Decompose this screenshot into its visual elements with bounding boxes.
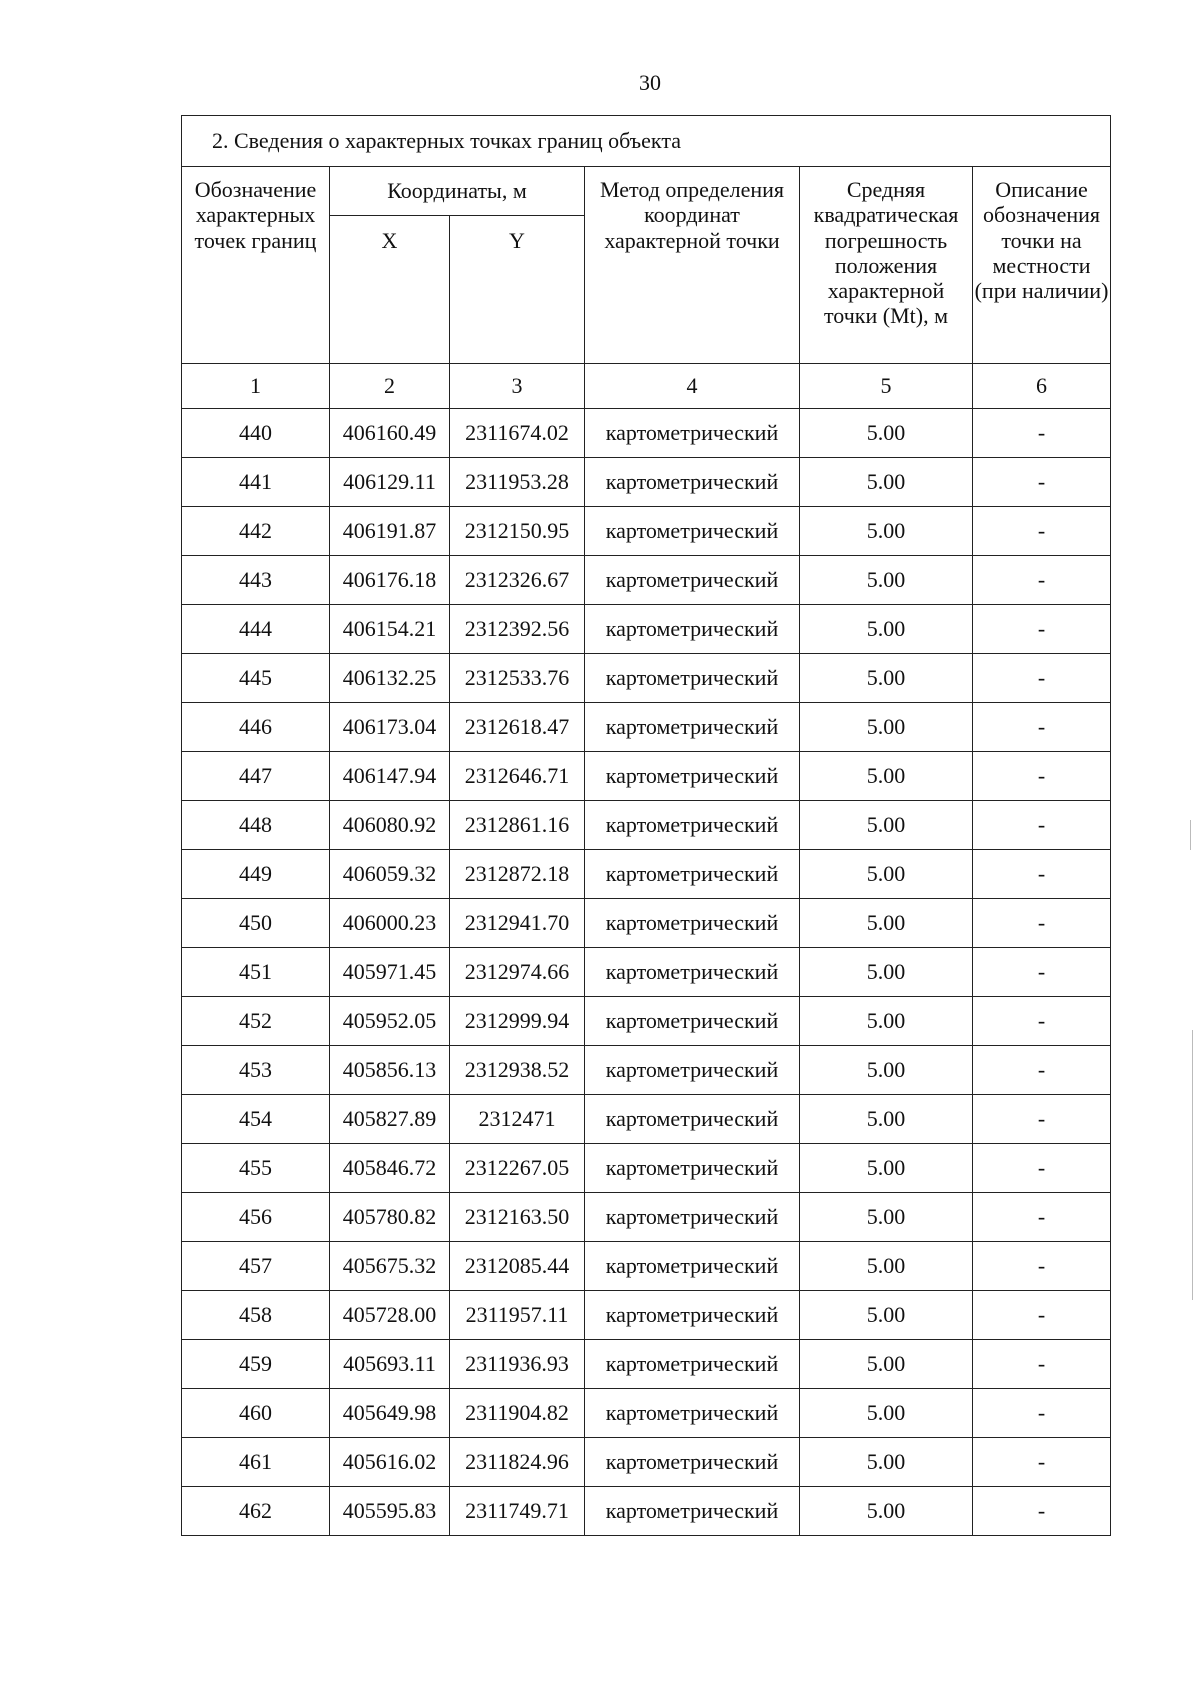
cell-error: 5.00 [800,605,973,654]
cell-point-id: 462 [182,1487,330,1536]
table-row [182,556,1111,605]
scan-mark [1192,1030,1193,1300]
table-row [182,703,1111,752]
cell-y: 2311936.93 [450,1340,585,1389]
cell-x: 405971.45 [330,948,450,997]
cell-error: 5.00 [800,1487,973,1536]
cell-x: 405616.02 [330,1438,450,1487]
cell-point-id: 447 [182,752,330,801]
cell-y: 2311749.71 [450,1487,585,1536]
cell-y: 2312533.76 [450,654,585,703]
cell-point-id: 441 [182,458,330,507]
cell-method: картометрический [585,507,800,556]
page-number: 30 [639,70,661,95]
cell-point-id: 451 [182,948,330,997]
column-number: 1 [182,364,330,409]
table-row [182,1046,1111,1095]
cell-point-id: 455 [182,1144,330,1193]
scan-mark [1190,820,1191,850]
cell-method: картометрический [585,752,800,801]
cell-method: картометрический [585,1389,800,1438]
table-row [182,1095,1111,1144]
cell-y: 2311957.11 [450,1291,585,1340]
cell-method: картометрический [585,801,800,850]
cell-description: - [973,1291,1111,1340]
cell-description: - [973,654,1111,703]
cell-method: картометрический [585,458,800,507]
cell-y: 2312646.71 [450,752,585,801]
cell-description: - [973,1046,1111,1095]
cell-x: 406000.23 [330,899,450,948]
cell-description: - [973,556,1111,605]
column-number-row [182,364,1111,409]
table-row [182,752,1111,801]
table-row [182,409,1111,458]
cell-error: 5.00 [800,1242,973,1291]
cell-error: 5.00 [800,850,973,899]
cell-y: 2312941.70 [450,899,585,948]
cell-description: - [973,850,1111,899]
cell-y: 2312938.52 [450,1046,585,1095]
cell-y: 2312163.50 [450,1193,585,1242]
cell-method: картометрический [585,703,800,752]
table-row [182,1340,1111,1389]
cell-method: картометрический [585,556,800,605]
cell-point-id: 443 [182,556,330,605]
cell-description: - [973,409,1111,458]
cell-error: 5.00 [800,752,973,801]
table-row [182,1389,1111,1438]
header-y: Y [450,216,585,364]
cell-point-id: 457 [182,1242,330,1291]
header-error: Средняя квадратическая погрешность положения характерной точки (Mt), м [800,167,973,364]
cell-error: 5.00 [800,1144,973,1193]
cell-point-id: 448 [182,801,330,850]
cell-y: 2312150.95 [450,507,585,556]
cell-method: картометрический [585,1046,800,1095]
cell-error: 5.00 [800,899,973,948]
cell-point-id: 449 [182,850,330,899]
column-number: 4 [585,364,800,409]
cell-method: картометрический [585,948,800,997]
cell-y: 2312974.66 [450,948,585,997]
cell-point-id: 459 [182,1340,330,1389]
cell-error: 5.00 [800,1095,973,1144]
cell-error: 5.00 [800,654,973,703]
cell-x: 405693.11 [330,1340,450,1389]
cell-point-id: 460 [182,1389,330,1438]
cell-y: 2312085.44 [450,1242,585,1291]
cell-y: 2312267.05 [450,1144,585,1193]
cell-point-id: 440 [182,409,330,458]
table-row [182,801,1111,850]
cell-error: 5.00 [800,1438,973,1487]
cell-y: 2311674.02 [450,409,585,458]
cell-x: 406154.21 [330,605,450,654]
table-row [182,997,1111,1046]
cell-description: - [973,1144,1111,1193]
cell-x: 405827.89 [330,1095,450,1144]
cell-error: 5.00 [800,1389,973,1438]
cell-description: - [973,997,1111,1046]
cell-error: 5.00 [800,1193,973,1242]
cell-error: 5.00 [800,997,973,1046]
cell-x: 405846.72 [330,1144,450,1193]
cell-y: 2311953.28 [450,458,585,507]
cell-description: - [973,507,1111,556]
cell-x: 406132.25 [330,654,450,703]
table-row [182,507,1111,556]
cell-description: - [973,1438,1111,1487]
cell-description: - [973,752,1111,801]
cell-x: 406129.11 [330,458,450,507]
header-designation: Обозначение характерных точек границ [182,167,330,364]
column-number: 6 [973,364,1111,409]
cell-x: 406176.18 [330,556,450,605]
cell-method: картометрический [585,605,800,654]
cell-description: - [973,1193,1111,1242]
cell-error: 5.00 [800,703,973,752]
cell-x: 406160.49 [330,409,450,458]
cell-error: 5.00 [800,458,973,507]
table-row [182,850,1111,899]
table-row [182,654,1111,703]
cell-y: 2311904.82 [450,1389,585,1438]
cell-description: - [973,1340,1111,1389]
cell-x: 405856.13 [330,1046,450,1095]
table-body [182,409,1111,1536]
table-row [182,1193,1111,1242]
header-method: Метод определения координат характерной точки [585,167,800,364]
cell-point-id: 442 [182,507,330,556]
table-row [182,899,1111,948]
cell-error: 5.00 [800,1046,973,1095]
cell-point-id: 461 [182,1438,330,1487]
cell-method: картометрический [585,654,800,703]
cell-y: 2312392.56 [450,605,585,654]
cell-x: 405780.82 [330,1193,450,1242]
table-row [182,1291,1111,1340]
cell-method: картометрический [585,1340,800,1389]
cell-method: картометрический [585,1487,800,1536]
cell-method: картометрический [585,899,800,948]
cell-point-id: 458 [182,1291,330,1340]
cell-y: 2312326.67 [450,556,585,605]
cell-point-id: 454 [182,1095,330,1144]
cell-method: картометрический [585,1095,800,1144]
column-number: 2 [330,364,450,409]
cell-x: 405595.83 [330,1487,450,1536]
table-row [182,1438,1111,1487]
cell-x: 405952.05 [330,997,450,1046]
cell-point-id: 450 [182,899,330,948]
cell-description: - [973,1242,1111,1291]
header-description: Описание обозначения точки на местности (при наличии) [973,167,1111,364]
cell-description: - [973,703,1111,752]
cell-point-id: 453 [182,1046,330,1095]
cell-error: 5.00 [800,1340,973,1389]
cell-y: 2312618.47 [450,703,585,752]
cell-y: 2312999.94 [450,997,585,1046]
cell-y: 2312471 [450,1095,585,1144]
header-coordinates: Координаты, м [330,167,585,216]
cell-description: - [973,948,1111,997]
section-title: 2. Сведения о характерных точках границ объекта [182,116,1111,167]
cell-point-id: 456 [182,1193,330,1242]
cell-y: 2312861.16 [450,801,585,850]
table-row [182,1487,1111,1536]
cell-point-id: 446 [182,703,330,752]
cell-error: 5.00 [800,409,973,458]
cell-error: 5.00 [800,1291,973,1340]
cell-x: 405675.32 [330,1242,450,1291]
cell-method: картометрический [585,997,800,1046]
table-row [182,1242,1111,1291]
cell-method: картометрический [585,1144,800,1193]
boundary-points-table [181,115,1111,1536]
cell-error: 5.00 [800,507,973,556]
cell-method: картометрический [585,1242,800,1291]
cell-description: - [973,899,1111,948]
table-row [182,458,1111,507]
cell-method: картометрический [585,850,800,899]
cell-method: картометрический [585,1438,800,1487]
cell-y: 2311824.96 [450,1438,585,1487]
cell-method: картометрический [585,1291,800,1340]
cell-y: 2312872.18 [450,850,585,899]
cell-error: 5.00 [800,556,973,605]
cell-method: картометрический [585,409,800,458]
cell-description: - [973,605,1111,654]
column-number: 3 [450,364,585,409]
cell-point-id: 452 [182,997,330,1046]
cell-x: 406147.94 [330,752,450,801]
cell-x: 405728.00 [330,1291,450,1340]
cell-x: 406059.32 [330,850,450,899]
column-number: 5 [800,364,973,409]
cell-x: 406173.04 [330,703,450,752]
table-row [182,1144,1111,1193]
table-row [182,605,1111,654]
header-x: X [330,216,450,364]
cell-x: 406080.92 [330,801,450,850]
cell-description: - [973,1487,1111,1536]
cell-error: 5.00 [800,801,973,850]
cell-description: - [973,458,1111,507]
cell-point-id: 445 [182,654,330,703]
cell-method: картометрический [585,1193,800,1242]
cell-description: - [973,801,1111,850]
cell-error: 5.00 [800,948,973,997]
cell-x: 405649.98 [330,1389,450,1438]
cell-point-id: 444 [182,605,330,654]
cell-x: 406191.87 [330,507,450,556]
cell-description: - [973,1095,1111,1144]
cell-description: - [973,1389,1111,1438]
table-row [182,948,1111,997]
